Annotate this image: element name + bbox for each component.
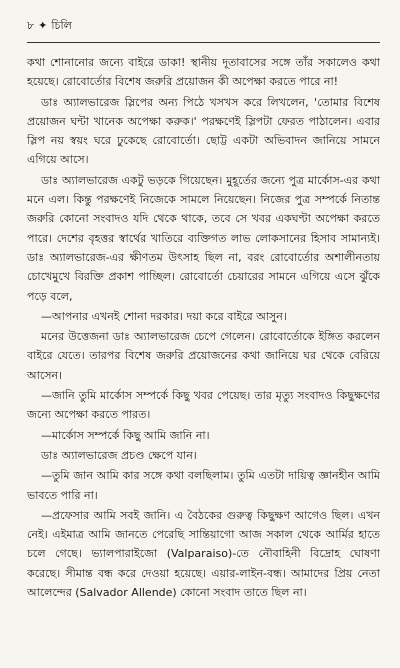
paragraph: ডাঃ অ্যালভারেজ একটু ভড়কে গিয়েছেন। মুহূর্তের জন্যে পুত্র মার্কোস-এর কথা মনে এল। কিন্তু পরক্ষণেই নিজেকে সামলে নিয়েছেন। নিজের পুত্র সম্পর্কে নিতান্ত জরুরি কোনো সংবাদও যদি থেকে থাকে, তবে সে খবর একঘণ্টা অপেক্ষা করতে পারে। দেশের বৃহত্তর স্বার্থের খাতিরে ব্যক্তিগত লাভ লোকসানের হিসাব সামান্যই। ডাঃ অ্যালভারেজ-এর ক্ষীণতম উৎসাহ ছিল না, বরং রোবোর্তোর অশালীনতায় চোখেমুখে বিরক্তি প্রকাশ পাচ্ছিল। রোবোর্তো চেয়ারের সামনে এগিয়ে এসে ঝুঁকে পড়ে বলে, [27,173,380,303]
paragraph: ডাঃ অ্যালভারেজ স্লিপের অন্য পিঠে খসখস করে লিখলেন, 'তোমার বিশেষ প্রয়োজন ঘন্টা খানেক অপেক্ষা করুক।' পরক্ষণেই স্লিপটা ফেরত পাঠালেন। এবার স্লিপ নয় স্বয়ং ঘরে ঢুকেছে রোবোর্তো। ছোট্ট একটা অভিবাদন জানিয়ে সামনে এগিয়ে আসে। [27,95,380,167]
paragraph: কথা শোনানোর জন্যে বাইরে ডাকা! স্থানীয় দূতাবাসের সঙ্গে তাঁর সকালেও কথা হয়েছে। রোবোর্তোর বিশেষ জরুরি প্রয়োজন কী অপেক্ষা করতে পারে না! [27,56,380,89]
page-header [27,18,380,34]
page-number: ৮ [27,19,35,32]
paragraph: মনের উত্তেজনা ডাঃ অ্যালভারেজ চেপে গেলেন। রোবোর্তোকে ইঙ্গিত করলেন বাইরে যেতে। তারপর বিশেষ জরুরি প্রয়োজনের কথা জানিয়ে ঘর থেকে বেরিয়ে আসেন। [27,330,380,382]
paragraph: —প্রফেসার আমি সবই জানি। এ বৈঠকের গুরুত্ব কিছুক্ষণ আগেও ছিল। এখন নেই। এইমাত্র আমি জানতে পেরেছি সান্তিয়াগো আজ সকাল থেকে আর্মির হাতে চলে গেছে। ভ্যালপারাইজো (Valparaiso)-তে নৌবাহিনী বিদ্রোহ ঘোষণা করেছে। সীমান্ত বন্ধ করে দেওয়া হয়েছে। এয়ার-লাইন-বন্ধ। আমাদের প্রিয় নেতা আলেন্দের (Salvador Allende) কোনো সংবাদ তাতে ছিল না। [27,508,380,600]
running-title: চিলি [51,19,72,32]
header-divider [27,42,380,43]
paragraph: —মার্কোস সম্পর্কে কিছু আমি জানি না। [41,428,210,442]
paragraph: —আপনার এখনই শোনা দরকার। দয়া করে বাইরে আসুন। [41,309,287,323]
page-body [27,53,380,602]
paragraph: —জানি তুমি মার্কোস সম্পর্কে কিছু খবর পেয়েছ। তার মৃত্যু সংবাদও কিছুক্ষণের জন্যে অপেক্ষা করতে পারত। [27,389,380,422]
star-ornament-icon: ✦ [38,19,48,32]
paragraph: ডাঃ অ্যালভারেজ প্রচণ্ড ক্ষেপে যান। [41,448,197,462]
paragraph: —তুমি জান আমি কার সঙ্গে কথা বলছিলাম। তুমি এতটা দায়িত্ব জ্ঞানহীন আমি ভাবতে পারি না। [27,469,380,502]
